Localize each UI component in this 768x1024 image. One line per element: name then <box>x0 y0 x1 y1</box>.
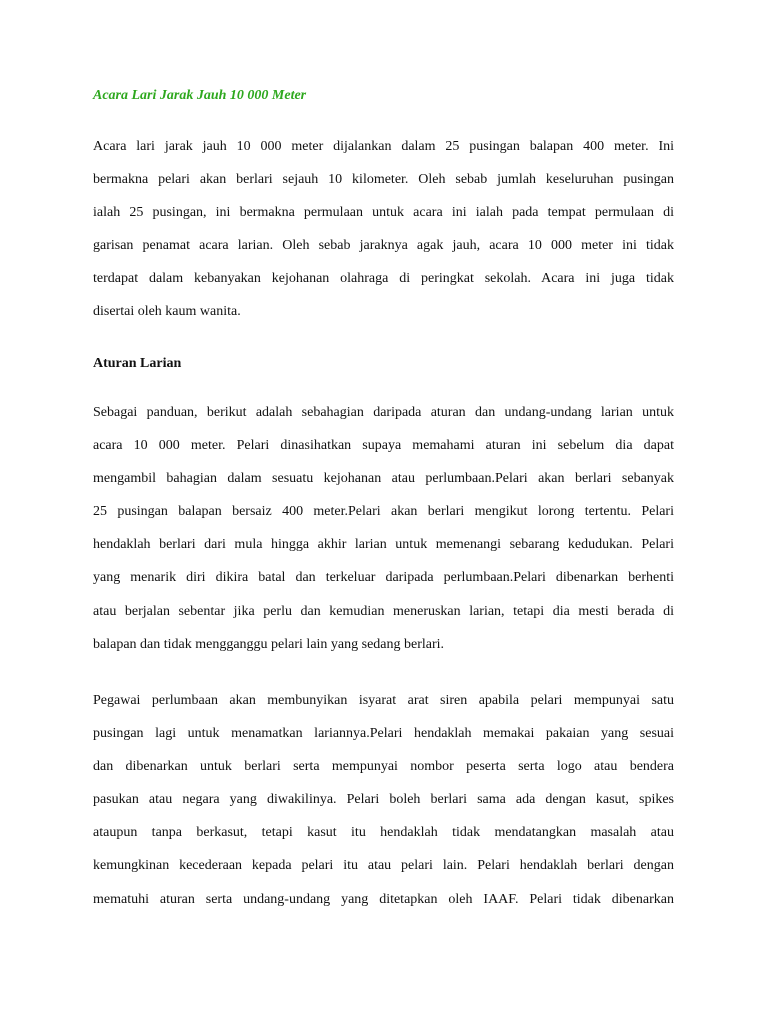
text-line: kemungkinan kecederaan kepada pelari itu atau pelari lain. Pelari hendaklah berlari dengan <box>93 858 674 874</box>
text-line: ialah 25 pusingan, ini bermakna permulaan untuk acara ini ialah pada tempat permulaan di <box>93 205 674 221</box>
document-title: Acara Lari Jarak Jauh 10 000 Meter <box>93 88 307 103</box>
text-line: ataupun tanpa berkasut, tetapi kasut itu hendaklah tidak mendatangkan masalah atau <box>93 825 674 841</box>
text-line: balapan dan tidak mengganggu pelari lain yang sedang berlari. <box>93 636 445 652</box>
text-line: mematuhi aturan serta undang-undang yang ditetapkan oleh IAAF. Pelari tidak dibenarkan <box>93 891 674 907</box>
text-line: pasukan atau negara yang diwakilinya. Pelari boleh berlari sama ada dengan kasut, spikes <box>93 792 674 808</box>
text-line: Sebagai panduan, berikut adalah sebahagian daripada aturan dan undang-undang larian untuk <box>93 405 674 420</box>
text-line: terdapat dalam kebanyakan kejohanan olahraga di peringkat sekolah. Acara ini juga tidak <box>93 271 674 287</box>
paragraph-intro <box>93 130 674 329</box>
text-line: Acara lari jarak jauh 10 000 meter dijalankan dalam 25 pusingan balapan 400 meter. Ini <box>93 139 674 154</box>
text-line: Pegawai perlumbaan akan membunyikan isyarat arat siren apabila pelari mempunyai satu <box>93 693 674 708</box>
paragraph-aturan <box>93 396 674 661</box>
text-line: hendaklah berlari dari mula hingga akhir larian untuk memenangi sebarang kedudukan. Pelari <box>93 537 674 553</box>
section-heading-aturan: Aturan Larian <box>93 356 182 371</box>
text-line: disertai oleh kaum wanita. <box>93 304 241 320</box>
text-line: dan dibenarkan untuk berlari serta mempunyai nombor peserta serta logo atau bendera <box>93 759 674 775</box>
paragraph-pegawai <box>93 684 674 916</box>
text-line: bermakna pelari akan berlari sejauh 10 kilometer. Oleh sebab jumlah keseluruhan pusingan <box>93 172 674 188</box>
text-line: garisan penamat acara larian. Oleh sebab jaraknya agak jauh, acara 10 000 meter ini tidak <box>93 238 674 254</box>
text-line: 25 pusingan balapan bersaiz 400 meter.Pelari akan berlari mengikut lorong tertentu. Pelari <box>93 504 674 520</box>
text-line: atau berjalan sebentar jika perlu dan kemudian meneruskan larian, tetapi dia mesti berada di <box>93 603 674 619</box>
text-line: pusingan lagi untuk menamatkan lariannya.Pelari hendaklah memakai pakaian yang sesuai <box>93 726 674 742</box>
text-line: acara 10 000 meter. Pelari dinasihatkan supaya memahami aturan ini sebelum dia dapat <box>93 438 674 454</box>
text-line: mengambil bahagian dalam sesuatu kejohanan atau perlumbaan.Pelari akan berlari sebanyak <box>93 471 674 487</box>
text-line: yang menarik diri dikira batal dan terkeluar daripada perlumbaan.Pelari dibenarkan berhenti <box>93 570 674 586</box>
